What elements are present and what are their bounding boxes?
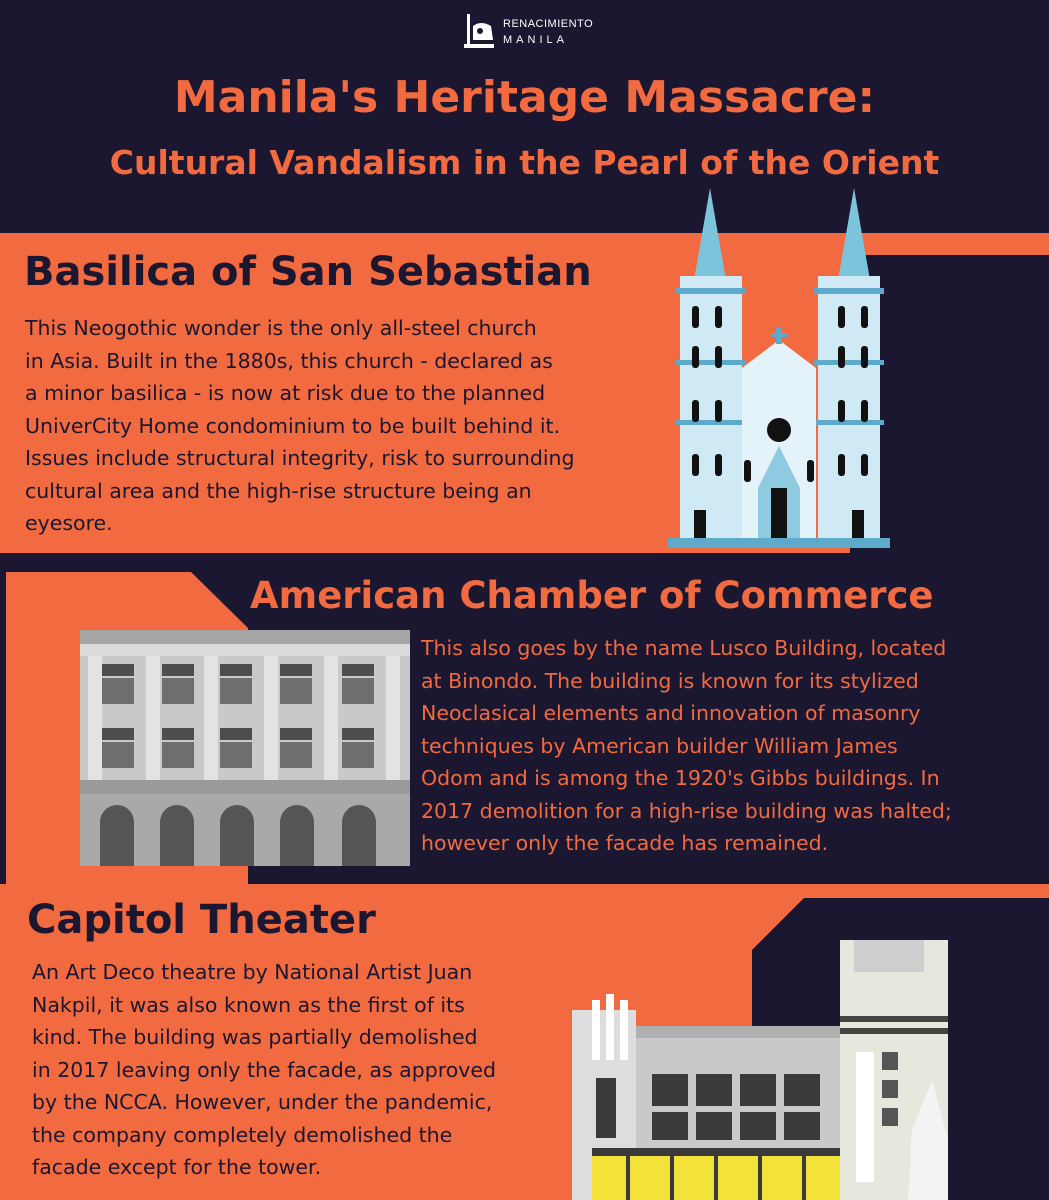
text-line: however only the facade has remained. — [421, 831, 829, 855]
church-illustration — [668, 188, 890, 554]
text-line: Neoclasical elements and innovation of masonry — [421, 701, 921, 725]
text-line: techniques by American builder William James — [421, 733, 898, 758]
section-heading: American Chamber of Commerce — [250, 574, 934, 617]
text-line: in Asia. Built in the 1880s, this church - declared as — [25, 348, 553, 373]
art-deco-theater-illustration — [572, 940, 948, 1200]
section-description — [32, 956, 496, 1184]
text-line: kind. The building was partially demolished — [32, 1025, 478, 1049]
section-description — [421, 632, 952, 860]
text-line: This also goes by the name Lusco Building, located — [421, 636, 947, 660]
text-line: This Neogothic wonder is the only all-steel church — [25, 316, 537, 340]
text-line: Nakpil, it was also known as the first of its — [32, 992, 465, 1017]
logo — [463, 12, 593, 54]
text-line: cultural area and the high-rise structure being an — [25, 478, 532, 503]
page-title: Manila's Heritage Massacre: — [173, 72, 876, 123]
text-line: the company completely demolished the — [32, 1122, 453, 1147]
text-line: eyesore. — [25, 511, 113, 535]
text-line: Issues include structural integrity, risk to surrounding — [25, 446, 575, 470]
text-line: 2017 demolition for a high-rise building was halted; — [421, 798, 952, 823]
text-line: Odom and is among the 1920's Gibbs buildings. In — [421, 766, 940, 790]
text-line: An Art Deco theatre by National Artist Juan — [32, 960, 473, 984]
text-line: at Binondo. The building is known for its stylized — [421, 668, 919, 693]
neoclassical-building-illustration — [80, 630, 410, 866]
text-line: a minor basilica - is now at risk due to the planned — [25, 381, 546, 405]
text-line: facade except for the tower. — [32, 1155, 322, 1179]
text-line: UniverCity Home condominium to be built behind it. — [25, 413, 561, 438]
section-heading: Basilica of San Sebastian — [24, 249, 592, 295]
text-line: in 2017 leaving only the facade, as approved — [32, 1057, 497, 1082]
logo-text-line2: MANILA — [503, 34, 568, 46]
logo-text-line1: RENACIMIENTO — [503, 18, 594, 30]
page-subtitle: Cultural Vandalism in the Pearl of the Orient — [109, 143, 940, 182]
text-line: by the NCCA. However, under the pandemic, — [32, 1090, 493, 1114]
section-heading: Capitol Theater — [27, 897, 376, 943]
obelisk-lion-logo-icon — [463, 14, 499, 52]
section-description — [25, 312, 575, 540]
